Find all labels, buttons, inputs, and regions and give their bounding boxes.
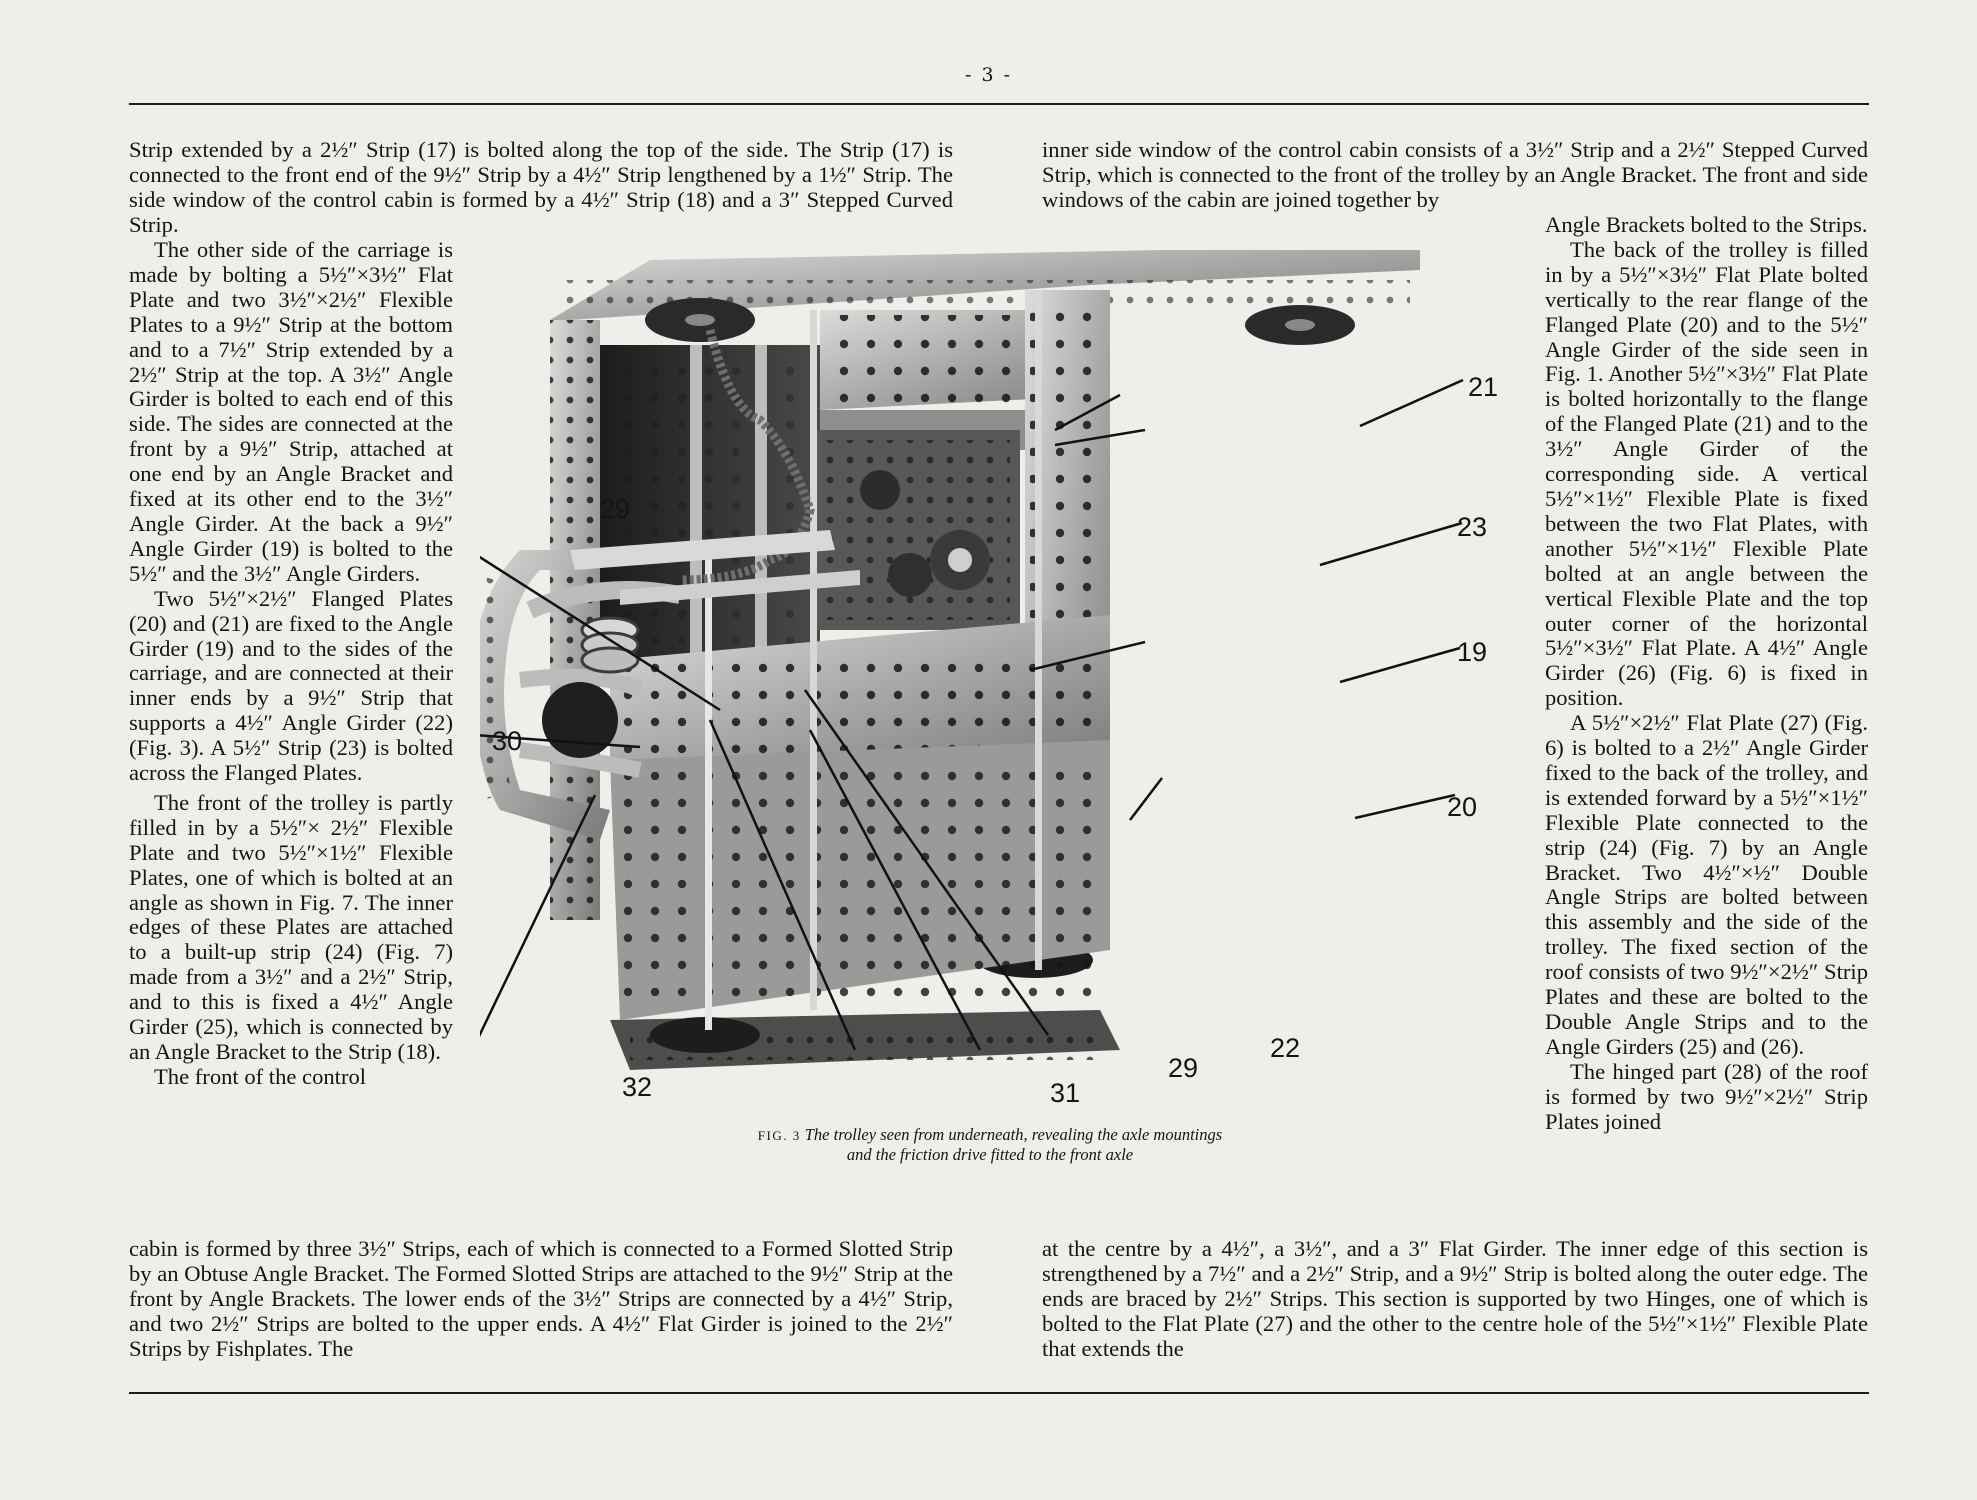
- callout-label: 22: [1270, 1033, 1301, 1063]
- callout-label: 19: [1457, 637, 1488, 667]
- caption-line: and the friction drive fitted to the front axle: [846, 1144, 1134, 1164]
- callout-label: 29: [600, 494, 631, 524]
- top-rule: [129, 103, 1869, 105]
- right-top-text: [1042, 138, 1868, 213]
- paragraph: The hinged part (28) of the roof is formed by two 9½″×2½″ Strip Plates joined: [1545, 1058, 1868, 1134]
- paragraph: The front of the control: [154, 1063, 367, 1089]
- paragraph: at the centre by a 4½″, a 3½″, and a 3″ Flat Girder. The inner edge of this section is strengthened by a 7½″ and a 2½″ Strip, and a 9½″ Strip is bolted along the outer edge. The ends are braced by 2½″ Strips. This section is supported by two Hinges, one of which is bolted to the Flat Plate (27) and the other to the centre hole of the 5½″×1½″ Flexible Plate that extends the: [1042, 1236, 1868, 1361]
- left-bottom-text: [129, 1237, 953, 1362]
- paragraph: Two 5½″×2½″ Flanged Plates (20) and (21) are fixed to the Angle Girder (19) and to the sides of the carriage, and are connected at their inner ends by a 9½″ Strip that supports a 4½″ Angle Girder (22) (Fig. 3). A 5½″ Strip (23) is bolted across the Flanged Plates.: [129, 585, 453, 786]
- callout-label: 30: [492, 726, 523, 756]
- paragraph: Strip extended by a 2½″ Strip (17) is bolted along the top of the side. The Strip (17) is connected to the front end of the 9½″ Strip by a 4½″ Strip lengthened by a 1½″ Strip. The side window of the control cabin is formed by a 4½″ Strip (18) and a 3″ Stepped Curved Strip.: [129, 137, 953, 237]
- bottom-rule: [129, 1392, 1869, 1394]
- caption-line: [690, 1126, 1290, 1146]
- caption-label: FIG. 3: [757, 1128, 801, 1143]
- trolley-photo: [480, 250, 1490, 1120]
- callout-label: 20: [1447, 792, 1478, 822]
- callout-label: 21: [1468, 372, 1499, 402]
- paragraph: The back of the trolley is filled in by a 5½″×3½″ Flat Plate bolted vertically to the rear flange of the Flanged Plate (20) and to the 5½″ Angle Girder of the side seen in Fig. 1. Another 5½″×3½″ Flat Plate is bolted horizontally to the flange of the Flanged Plate (21) and to the 3½″ Angle Girder of the corresponding side. A vertical 5½″×1½″ Flexible Plate is fixed between the two Flat Plates, with another 5½″×1½″ Flexible Plate bolted at an angle between the vertical Flexible Plate and the top outer corner of the horizontal 5½″×3½″ Flat Plate. A 4½″ Angle Girder (26) (Fig. 6) is fixed in position.: [1545, 236, 1868, 711]
- figure-caption: [690, 1126, 1290, 1164]
- paragraph: The front of the trolley is partly filled in by a 5½″× 2½″ Flexible Plate and two 5½″×1½″ Flexible Plates, one of which is bolted at an angle as shown in Fig. 7. The inner edges of these Plates are attached to a built-up strip (24) (Fig. 7) made from a 3½″ and a 2½″ Strip, and to this is fixed a 4½″ Angle Girder (25), which is connected by an Angle Bracket to the Strip (18).: [129, 789, 453, 1064]
- callout-label: 32: [622, 1072, 653, 1102]
- paragraph: cabin is formed by three 3½″ Strips, each of which is connected to a Formed Slotted Strip by an Obtuse Angle Bracket. The Formed Slotted Strips are attached to the 9½″ Strip at the front by Angle Brackets. The lower ends of the 3½″ Strips are connected by a 4½″ Strip, and two 2½″ Strips are bolted to the upper ends. A 4½″ Flat Girder is joined to the 2½″ Strips by Fishplates. The: [129, 1236, 953, 1361]
- callout-label: 31: [1050, 1078, 1081, 1108]
- paragraph: The other side of the carriage is made by bolting a 5½″×3½″ Flat Plate and two 3½″×2½″ Flexible Plates to a 9½″ Strip at the bottom and to a 7½″ Strip extended by a 2½″ Strip at the top. A 3½″ Angle Girder is bolted to each end of this side. The sides are connected at the front by a 9½″ Strip, attached at one end by an Angle Bracket and fixed at its other end to the 3½″ Angle Girder. At the back a 9½″ Angle Girder (19) is bolted to the 5½″ and the 3½″ Angle Girders.: [129, 237, 453, 586]
- caption-text: The trolley seen from underneath, revealing the axle mountings: [804, 1125, 1223, 1144]
- paragraph: Angle Brackets bolted to the Strips.: [1545, 212, 1868, 237]
- page-number: - 3 -: [964, 64, 1012, 86]
- callout-label: 29: [1168, 1053, 1199, 1083]
- left-narrow-text: [129, 238, 453, 1090]
- paragraph: inner side window of the control cabin consists of a 3½″ Strip and a 2½″ Stepped Curved Strip, which is connected to the front of the trolley by an Angle Bracket. The front and side windows of the cabin are joined together by: [1042, 137, 1868, 212]
- paragraph: A 5½″×2½″ Flat Plate (27) (Fig. 6) is bolted to a 2½″ Angle Girder fixed to the back of the trolley, and is extended forward by a 5½″×1½″ Flexible Plate connected to the strip (24) (Fig. 7) by an Angle Bracket. Two 4½″×½″ Double Angle Strips are bolted between this assembly and the side of the trolley. The fixed section of the roof consists of two 9½″×2½″ Strip Plates and these are bolted to the Double Angle Strips and to the Angle Girders (25) and (26).: [1545, 710, 1868, 1059]
- left-top-text: [129, 138, 953, 238]
- right-narrow-text: [1545, 213, 1868, 1135]
- right-bottom-text: [1042, 1237, 1868, 1362]
- callout-label: 23: [1457, 512, 1488, 542]
